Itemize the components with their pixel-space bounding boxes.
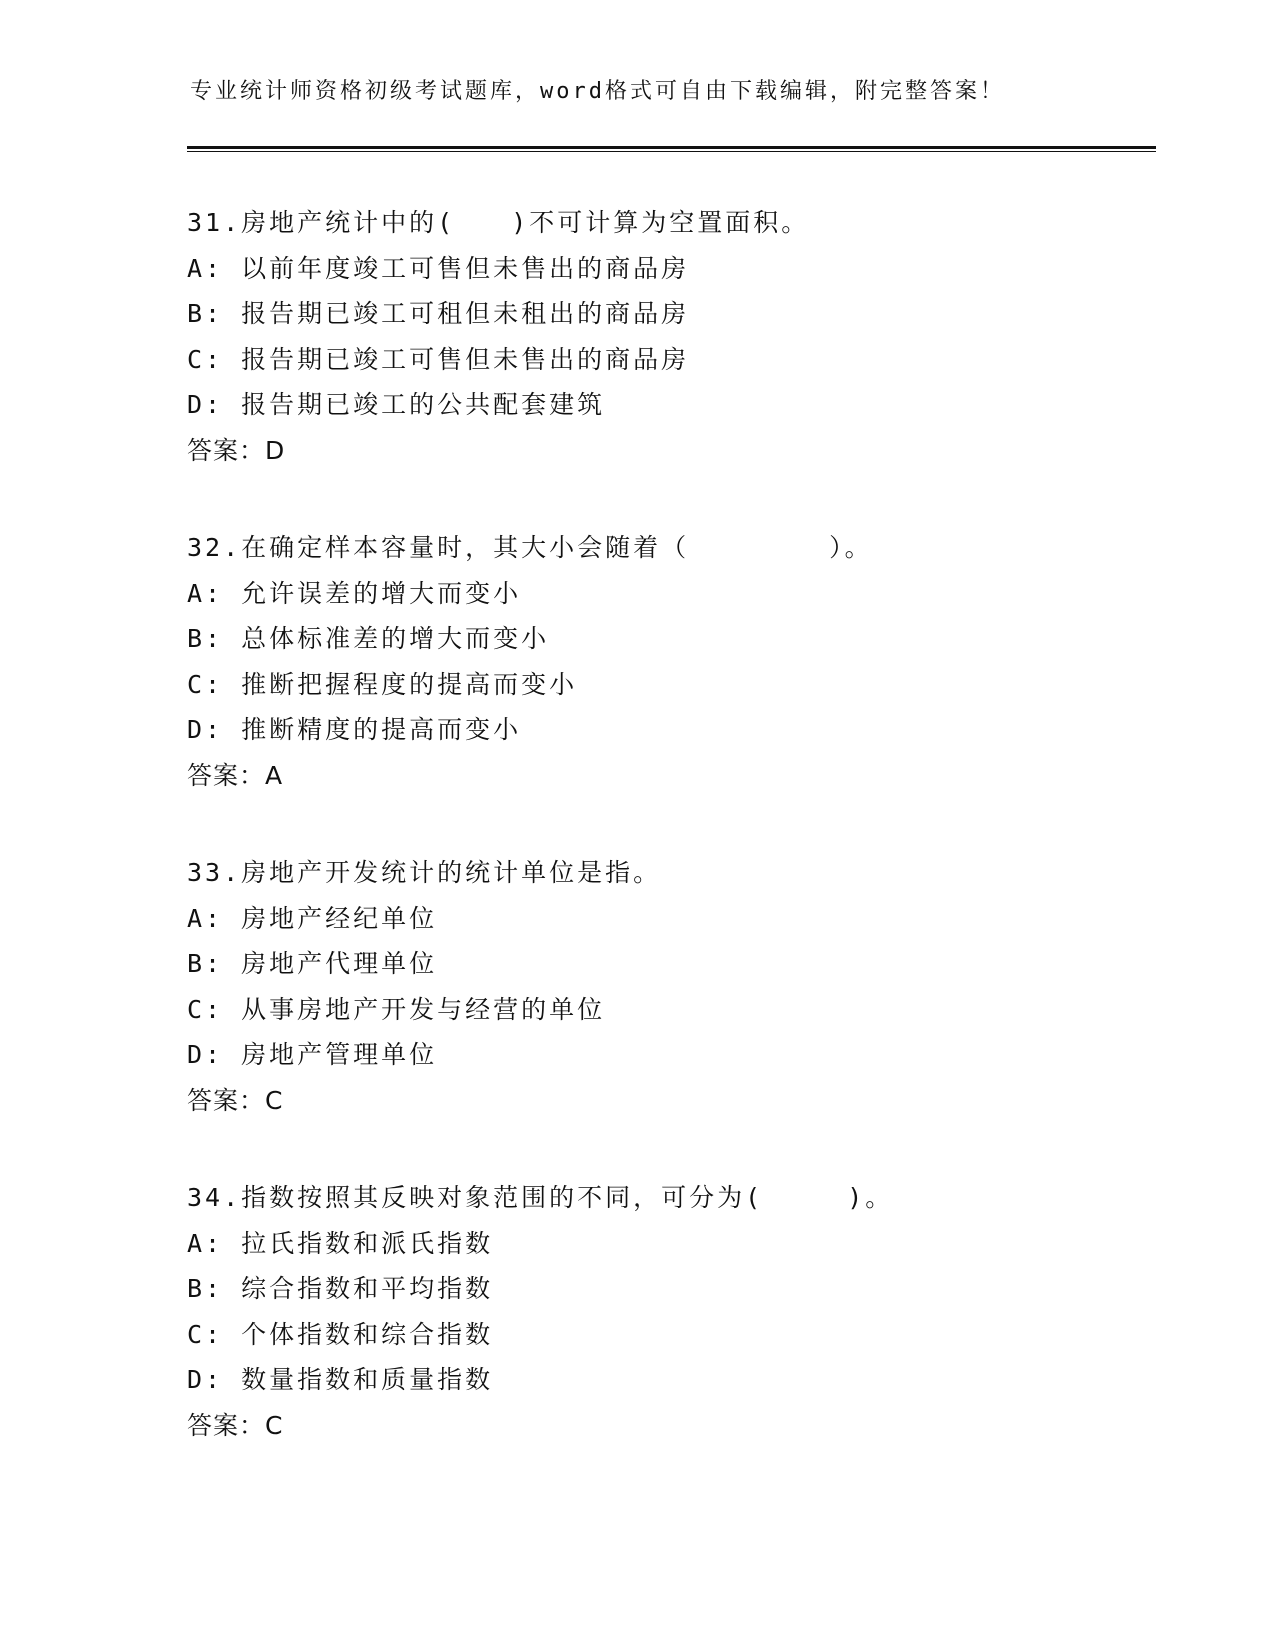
question-stem: 33.房地产开发统计的统计单位是指。 xyxy=(187,858,662,887)
answer-line: 答案：A xyxy=(187,760,284,790)
option-d: D: 推断精度的提高而变小 xyxy=(187,715,522,744)
option-b: B: 房地产代理单位 xyxy=(187,949,438,978)
option-c: C: 报告期已竣工可售但未售出的商品房 xyxy=(187,344,690,374)
option-a: A: 以前年度竣工可售但未售出的商品房 xyxy=(187,253,690,283)
header-rule-thin xyxy=(187,151,1156,152)
option-a: A: 允许误差的增大而变小 xyxy=(187,578,522,608)
answer-line: 答案：C xyxy=(187,1410,284,1440)
option-b: B: 总体标准差的增大而变小 xyxy=(187,624,550,653)
page-header: 专业统计师资格初级考试题库，word格式可自由下载编辑，附完整答案！ xyxy=(190,79,1005,104)
option-b: B: 报告期已竣工可租但未租出的商品房 xyxy=(187,299,690,328)
question-stem: 34.指数按照其反映对象范围的不同，可分为( )。 xyxy=(187,1183,894,1212)
question-stem: 32.在确定样本容量时，其大小会随着（ ）。 xyxy=(187,533,873,562)
option-b: B: 综合指数和平均指数 xyxy=(187,1274,494,1303)
question-33 xyxy=(187,850,1147,1123)
question-32 xyxy=(187,525,1147,798)
question-stem: 31.房地产统计中的( )不可计算为空置面积。 xyxy=(187,208,810,237)
option-d: D: 报告期已竣工的公共配套建筑 xyxy=(187,390,606,419)
question-list xyxy=(187,200,1147,1500)
option-c: C: 个体指数和综合指数 xyxy=(187,1319,494,1349)
option-c: C: 推断把握程度的提高而变小 xyxy=(187,669,578,699)
question-34 xyxy=(187,1175,1147,1448)
option-d: D: 房地产管理单位 xyxy=(187,1040,438,1069)
option-a: A: 拉氏指数和派氏指数 xyxy=(187,1228,494,1258)
answer-line: 答案：C xyxy=(187,1085,284,1115)
question-31 xyxy=(187,200,1147,473)
header-rule xyxy=(187,146,1156,149)
option-d: D: 数量指数和质量指数 xyxy=(187,1365,494,1394)
option-a: A: 房地产经纪单位 xyxy=(187,903,438,933)
answer-line: 答案：D xyxy=(187,435,286,465)
option-c: C: 从事房地产开发与经营的单位 xyxy=(187,994,606,1024)
